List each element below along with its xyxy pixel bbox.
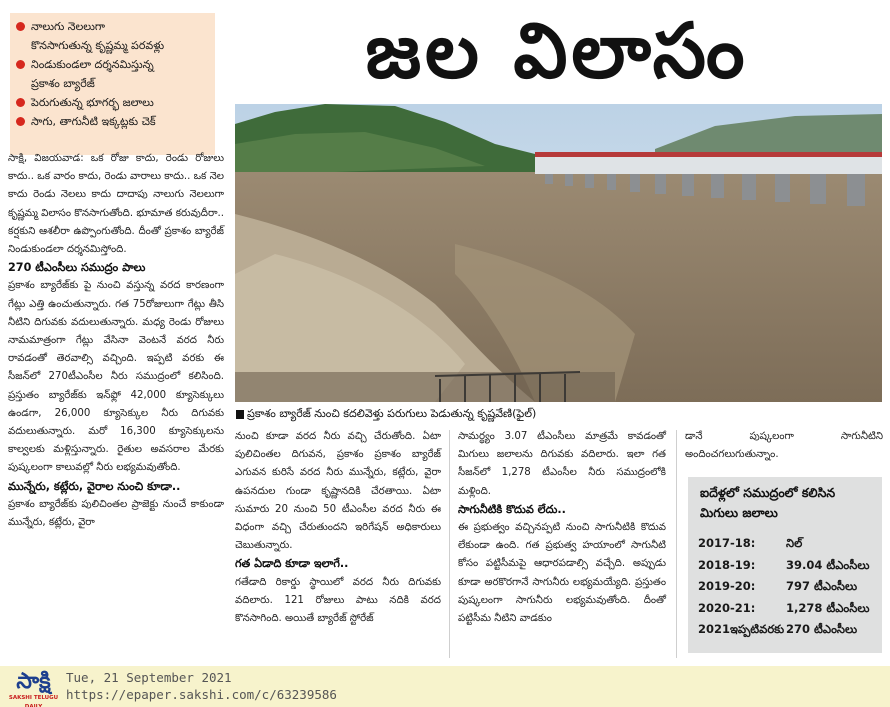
highlight-item <box>16 17 209 55</box>
logo-tagline: SAKSHI TELUGU DAILY <box>8 695 59 707</box>
box-row-year: 2018-19: <box>698 557 756 572</box>
epaper-link[interactable]: https://epaper.sakshi.com/c/63239586 <box>66 687 337 702</box>
article-column-2 <box>235 428 441 660</box>
box-row <box>688 598 882 620</box>
article-subheading: గత ఏడాది కూడా ఇలాగే.. <box>235 557 349 571</box>
box-row-value: 270 టీఎంసీలు <box>786 622 858 637</box>
article-column-1 <box>8 150 224 660</box>
box-row-year: 2019-20: <box>698 579 756 594</box>
box-row-value: 797 టీఎంసీలు <box>786 579 858 594</box>
caption-marker-icon <box>236 410 244 419</box>
footer-bar <box>0 666 890 707</box>
highlights-box <box>10 13 215 155</box>
article-paragraph: గతేడాది రికార్డు స్థాయిలో వరద నీరు దిగువకు వదిలారు. 121 రోజులు పాటు నదికి వరద కొనసాగింది. అయితే బ్యారేజ్ స్టోరేజ్ <box>235 576 441 625</box>
logo-wordmark: సాక్షి <box>16 669 51 694</box>
article-paragraph: ప్రకాశం బ్యారేజ్‌కు పై నుంచి వస్తున్న వరద కారణంగా గేట్లు ఎత్తి ఉంచుతున్నారు. గత 75రోజులుగా గేట్లు తీసి నీటిని దిగువకు వదులుతున్నారు. మధ్య రెండు రోజులు నామమాత్రంగా గేట్లు వేసినా వెంటనే వరద నీరు రావడంతో తెరవాల్సి వచ్చింది. ఇప్పటి వరకు ఈ సీజన్‌లో 270టీఎంసీల నీరు సముద్రంలో కలిసింది. ప్రస్తుతం బ్యారేజ్‌కు ఇన్‌ఫ్లో 42,000 క్యూసెక్కులు ఉండగా, 26,000 క్యూసెక్కుల నీరు దిగువకు వదులుతున్నారు. మరో 16,300 క్యూసెక్కులను కాల్వలకు మళ్లిస్తున్నారు. రైతుల అవసరాల మేరకు పుష్కలంగా కాలువల్లో నీరు లభ్యమవుతోంది. <box>8 280 224 474</box>
box-row <box>688 533 882 555</box>
highlight-text: నిండుకుండలా దర్శనమిస్తున్న ప్రకాశం బ్యారేజ్ <box>31 58 154 90</box>
headline: జల విలాసం <box>365 6 749 95</box>
highlight-text: నాలుగు నెలలుగా కొనసాగుతున్న కృష్ణమ్మ పరవళ్లు <box>31 20 165 52</box>
photo-caption <box>236 403 882 425</box>
article-column-4 <box>685 428 883 468</box>
sakshi-logo[interactable] <box>6 669 61 707</box>
bullet-dot-icon <box>16 117 25 126</box>
box-row-value: 1,278 టీఎంసీలు <box>786 600 870 615</box>
bullet-dot-icon <box>16 98 25 107</box>
highlight-item <box>16 112 209 131</box>
article-paragraph: సామర్థ్యం 3.07 టీఎంసీలు మాత్రమే కావడంతో మిగులు జలాలను దిగువకు వదిలారు. ఇలా గత సీజన్‌లో 1,278 టీఎంసీల నీరు సముద్రంలోకి మళ్లింది. <box>458 431 666 497</box>
box-row-year: 2020-21: <box>698 600 756 615</box>
column-divider <box>449 430 450 658</box>
box-row-year: 2017-18: <box>698 536 756 550</box>
article-paragraph: నుంచి కూడా వరద నీరు వచ్చి చేరుతోంది. ఏటా పులిచింతల దిగువన, ప్రకాశం ప్రకాశం బ్యారేజ్ ఎగువన కురిసే వరద నీరు మున్నేరు, కట్లేరు, వైరా ఉపనదుల గుండా కృష్ణానదికి చేరతాయి. ఏటా సుమారు 20 నుంచి 50 టీఎంసీల వరద నీరు ఈ విధంగా వచ్చి చేరుతుందని ఇరిగేషన్ అధికారులు చెబుతున్నారు. <box>235 431 441 552</box>
surplus-water-box <box>688 477 882 653</box>
bullet-dot-icon <box>16 22 25 31</box>
article-subheading: మున్నేరు, కట్లేరు, వైరాల నుంచి కూడా.. <box>8 479 181 493</box>
box-row-year: 2021ఇప్పటివరకు <box>698 622 785 637</box>
box-row <box>688 555 882 577</box>
box-row <box>688 576 882 598</box>
article-column-3 <box>458 428 666 660</box>
column-divider <box>676 430 677 658</box>
article-subheading: సాగునీటికి కొదువ లేదు.. <box>458 502 566 516</box>
box-row-value: నిల్ <box>786 536 803 550</box>
photo-caption-text: ప్రకాశం బ్యారేజ్ నుంచి కదలివెళ్తు పరుగులు పెడుతున్న కృష్ణవేణి(ఫైల్) <box>247 407 537 420</box>
article-paragraph: ఈ ప్రభుత్వం వచ్చినప్పటి నుంచి సాగునీటికి కొదువ లేకుండా ఉంది. గత ప్రభుత్వ హయాంలో సాగునీటి కోసం పట్టిసీమపై ఆధారపడాల్సి వచ్చేది. అప్పుడు కూడా అరకొరగానే సాగునీరు లభ్యమయ్యేది. ప్రస్తుతం పుష్కలంగా సాగునీరు లభ్యమవుతోంది. దీంతో పట్టిసీమ నీటిని వాడకుం <box>458 522 666 625</box>
barrage-photo <box>235 104 882 402</box>
article-paragraph: సాక్షి, విజయవాడ: ఒక రోజు కాదు, రెండు రోజులు కాదు.. ఒక వారం కాదు, రెండు వారాలు కాదు.. ఒక నెల కాదు రెండు నెలలు కాదు దాదాపు నాలుగు నెలలుగా కృష్ణమ్మ విలాసం కొనసాగుతోంది. భూమాత కరువుదీరా.. కర్షకుని ఆశలీరా ఉప్పొంగుతోంది. దీంతో ప్రకాశం బ్యారేజ్ నిండుకుండలా దర్శనమిస్తోంది. <box>8 153 224 256</box>
article-subheading: 270 టీఎంసీలు సముద్రం పాలు <box>8 261 146 275</box>
highlight-text: సాగు, తాగునీటి ఇక్కట్లకు చెక్ <box>31 115 156 128</box>
highlight-text: పెరుగుతున్న భూగర్భ జలాలు <box>31 96 154 109</box>
article-paragraph: ప్రకాశం బ్యారేజ్‌కు పులిచింతల ప్రాజెక్టు నుంచే కాకుండా మున్నేరు, కట్లేరు, వైరా <box>8 498 224 529</box>
box-row-value: 39.04 టీఎంసీలు <box>786 557 870 572</box>
article-paragraph: డానే పుష్కలంగా సాగునీటిని అందించగలుగుతున్నాం. <box>685 431 883 461</box>
highlight-item <box>16 55 209 93</box>
edition-date: Tue, 21 September 2021 <box>66 670 232 685</box>
bullet-dot-icon <box>16 60 25 69</box>
highlight-item <box>16 93 209 112</box>
barrage-photo-illustration <box>235 104 882 402</box>
box-title: ఐదేళ్లలో సముద్రంలో కలిసిన మిగులు జలాలు <box>700 485 836 520</box>
box-row <box>688 619 882 641</box>
